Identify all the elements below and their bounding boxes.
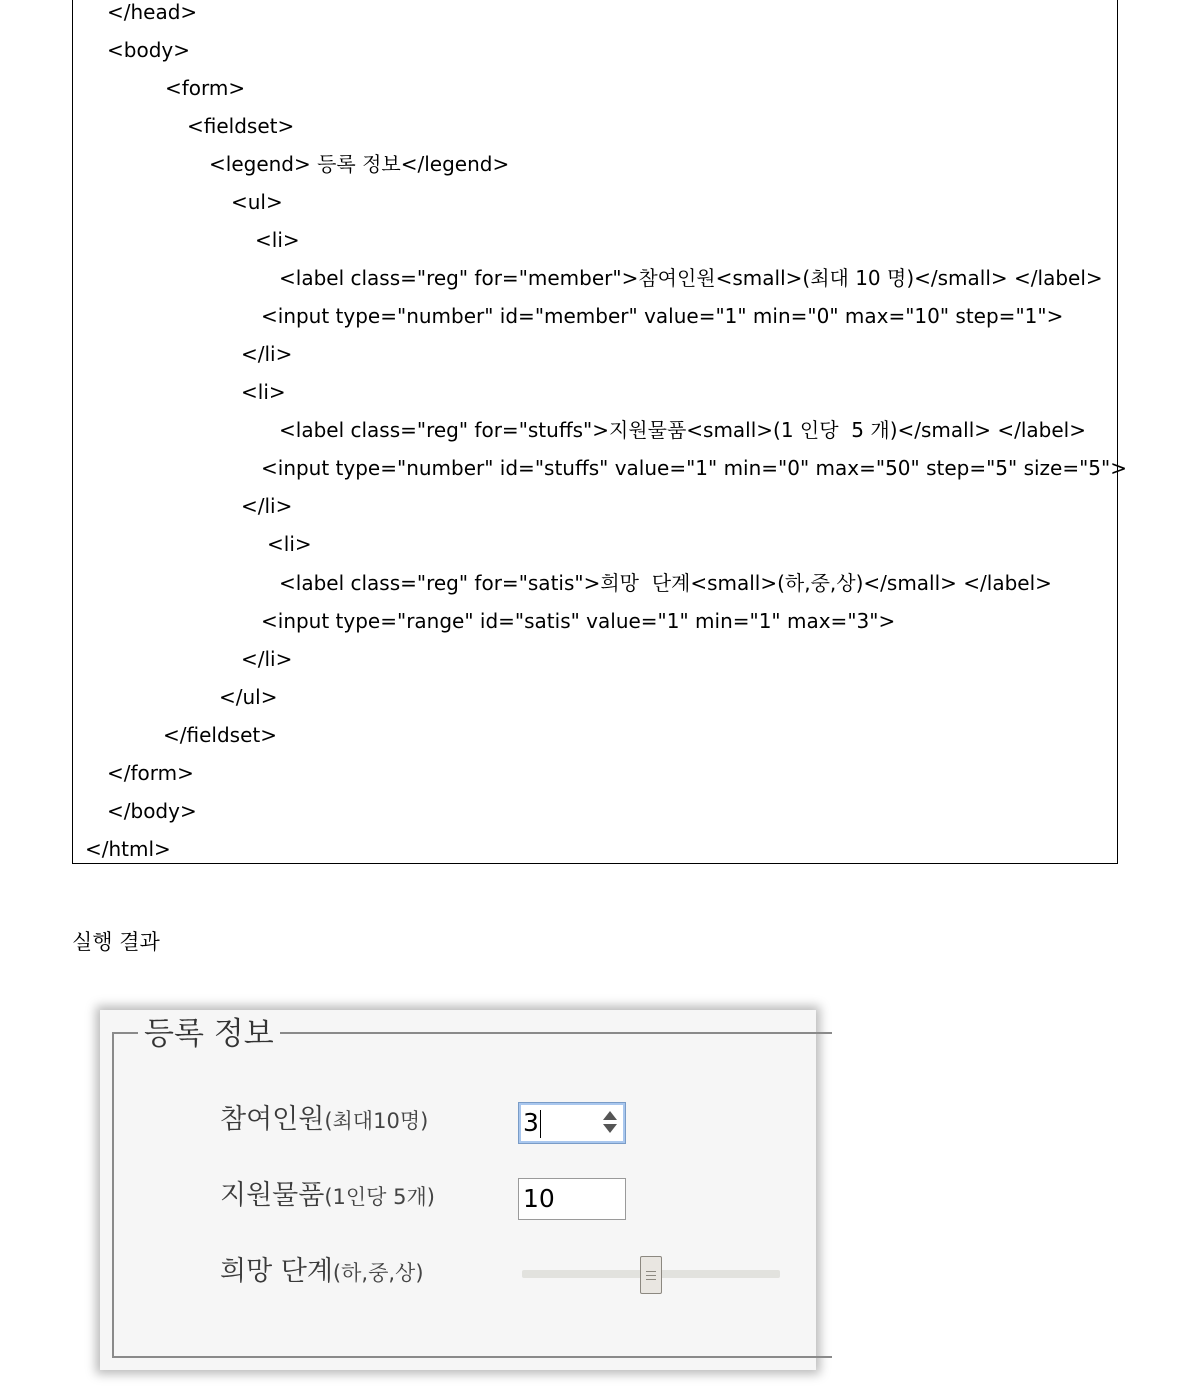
text-caret (540, 1110, 541, 1138)
code-line: <li> (255, 228, 300, 252)
code-line: </li> (241, 342, 293, 366)
code-line: <label class="reg" for="member">참여인원<small>(최대 10 명)</small> </label> (279, 266, 1103, 290)
code-line: <label class="reg" for="satis">희망 단계<small>(하,중,상)</small> </label> (279, 571, 1052, 595)
stuffs-label-text: 지원물품 (220, 1180, 325, 1211)
satis-label-text: 희망 단계 (220, 1256, 333, 1287)
result-screenshot (100, 1010, 816, 1370)
code-line: <form> (165, 76, 246, 100)
satis-range-thumb[interactable] (640, 1256, 662, 1294)
result-title: 실행 결과 (72, 930, 160, 954)
member-value: 3 (523, 1108, 539, 1137)
code-line: <label class="reg" for="stuffs">지원물품<small>(1 인당 5 개)</small> </label> (279, 418, 1086, 442)
satis-label (220, 1254, 424, 1291)
stuffs-value: 10 (523, 1184, 555, 1213)
code-line: </li> (241, 647, 293, 671)
code-line: </head> (107, 0, 198, 24)
code-line: <li> (241, 380, 286, 404)
code-line: </li> (241, 494, 293, 518)
code-line: <input type="number" id="stuffs" value="1" min="0" max="50" step="5" size="5"> (261, 456, 1127, 480)
code-line: </html> (85, 837, 171, 861)
code-line: <legend> 등록 정보</legend> (209, 152, 510, 176)
code-line: <fieldset> (187, 114, 295, 138)
member-number-input[interactable] (518, 1102, 626, 1144)
code-line: <li> (267, 532, 312, 556)
code-line: <input type="range" id="satis" value="1" min="1" max="3"> (261, 609, 896, 633)
code-line: </ul> (219, 685, 278, 709)
stuffs-label-small: (1인당 5개) (324, 1185, 435, 1209)
code-line: <ul> (231, 190, 283, 214)
satis-label-small: (하,중,상) (332, 1261, 424, 1285)
code-listing (72, 0, 1127, 864)
stuffs-label (220, 1178, 435, 1215)
code-line: </fieldset> (163, 723, 277, 747)
member-label (220, 1102, 428, 1139)
spinner-arrows-icon[interactable] (603, 1110, 619, 1136)
member-label-text: 참여인원 (220, 1104, 325, 1135)
member-label-small: (최대10명) (324, 1109, 429, 1133)
fieldset-legend: 등록 정보 (138, 1012, 280, 1056)
code-line: </body> (107, 799, 197, 823)
code-line: <body> (107, 38, 190, 62)
stuffs-number-input[interactable] (518, 1178, 626, 1220)
code-line: </form> (107, 761, 194, 785)
code-line: <input type="number" id="member" value="1" min="0" max="10" step="1"> (261, 304, 1064, 328)
